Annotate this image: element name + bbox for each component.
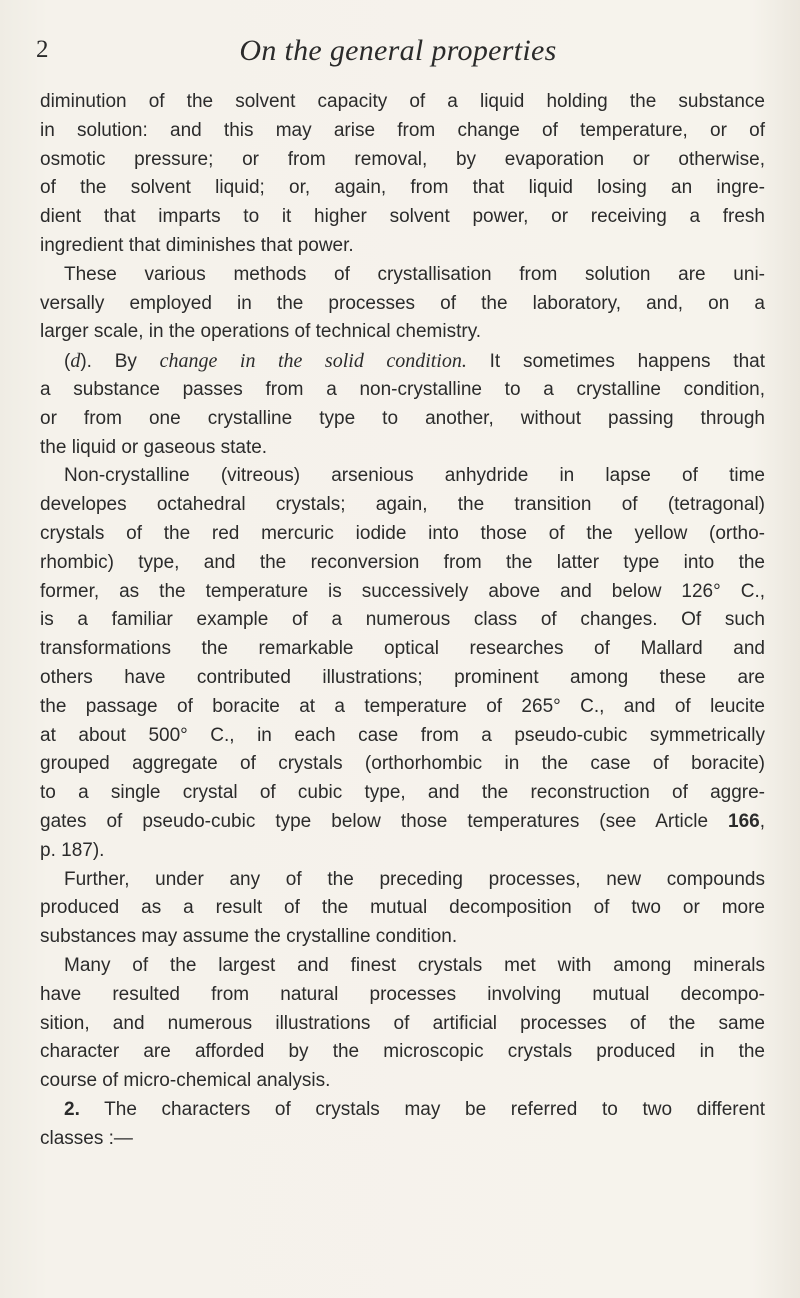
text-line: substances may assume the crystalline condition.	[40, 926, 458, 948]
text-line: transformations the remarkable optical researches of Mallard and	[40, 638, 765, 660]
paragraph-start-line: Many of the largest and finest crystals met with among minerals	[64, 954, 765, 976]
text-line: diminution of the solvent capacity of a liquid holding the substance	[40, 91, 765, 112]
text-line: have resulted from natural processes involving mutual decompo-	[40, 983, 765, 1005]
text-line: p. 187).	[40, 839, 105, 861]
text-fragment: ). By	[80, 351, 160, 373]
paragraph-start-line: Further, under any of the preceding processes, new compounds	[64, 868, 765, 890]
text-line: developes octahedral crystals; again, the transition of (tetragonal)	[40, 494, 765, 516]
text-line: produced as a result of the mutual decomposition of two or more	[40, 897, 765, 919]
section-letter: d	[70, 350, 81, 373]
section-d-heading-line	[40, 347, 765, 376]
article-number: 166	[728, 810, 760, 832]
text-line: sition, and numerous illustrations of artificial processes of the same	[40, 1012, 765, 1034]
text-fragment: The characters of crystals may be referred to two different	[79, 1098, 765, 1120]
text-line: character are afforded by the microscopic crystals produced in the	[40, 1041, 765, 1063]
text-line: grouped aggregate of crystals (orthorhombic in the case of boracite)	[40, 753, 765, 775]
text-line: a substance passes from a non-crystalline to a crystalline condition,	[40, 378, 765, 400]
text-line: dient that imparts to it higher solvent power, or receiving a fresh	[40, 206, 765, 228]
text-line: larger scale, in the operations of technical chemistry.	[40, 321, 482, 343]
text-line: to a single crystal of cubic type, and the reconstruction of aggre-	[40, 782, 765, 804]
text-line: or from one crystalline type to another, without passing through	[40, 407, 765, 429]
paragraph-start-line: Non-crystalline (vitreous) arsenious anhydride in lapse of time	[64, 465, 765, 487]
text-line: others have contributed illustrations; prominent among these are	[40, 666, 765, 688]
numbered-paragraph-line	[40, 1096, 765, 1125]
text-line: versally employed in the processes of the laboratory, and, on a	[40, 292, 765, 314]
text-line: classes :—	[40, 1127, 133, 1149]
text-line: is a familiar example of a numerous class of changes. Of such	[40, 609, 765, 631]
text-line: former, as the temperature is successively above and below 126° C.,	[40, 580, 765, 602]
text-fragment: ,	[759, 810, 765, 832]
text-line: the passage of boracite at a temperature of 265° C., and of leucite	[40, 695, 765, 717]
text-fragment: (	[64, 351, 71, 373]
text-line: of the solvent liquid; or, again, from that liquid losing an ingre-	[40, 177, 765, 199]
text-fragment: It sometimes happens that	[466, 351, 766, 373]
body-text	[40, 88, 765, 1153]
text-line: crystals of the red mercuric iodide into those of the yellow (ortho-	[40, 522, 765, 544]
page-header	[36, 36, 760, 76]
paragraph-number: 2.	[64, 1098, 80, 1120]
text-fragment: gates of pseudo-cubic type below those temperatures (see Article	[40, 810, 729, 832]
running-title: On the general properties	[239, 34, 557, 67]
text-line: rhombic) type, and the reconversion from the latter type into the	[40, 551, 765, 573]
text-line: the liquid or gaseous state.	[40, 436, 268, 458]
text-line: at about 500° C., in each case from a pseudo-cubic symmetrically	[40, 724, 765, 746]
text-line: ingredient that diminishes that power.	[40, 234, 354, 256]
text-line: course of micro-chemical analysis.	[40, 1070, 331, 1092]
text-line: in solution: and this may arise from change of temperature, or of	[40, 119, 765, 141]
page-number: 2	[36, 36, 49, 63]
article-reference-line	[40, 808, 765, 837]
section-title-italic: change in the solid condition.	[159, 350, 467, 373]
paragraph-start-line: These various methods of crystallisation from solution are uni-	[64, 263, 765, 285]
text-line: osmotic pressure; or from removal, by evaporation or otherwise,	[40, 148, 765, 170]
